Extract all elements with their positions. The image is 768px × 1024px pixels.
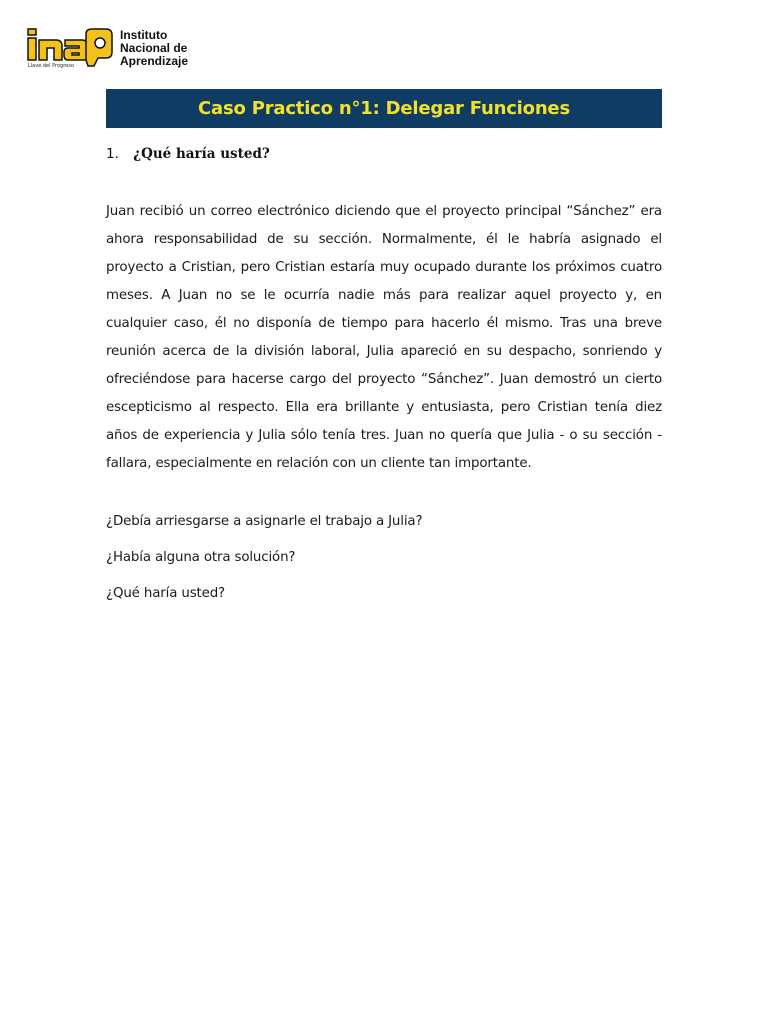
section-number: 1. bbox=[106, 146, 119, 162]
question-list bbox=[106, 508, 662, 616]
question-item: ¿Había alguna otra solución? bbox=[106, 550, 296, 565]
page-title: Caso Practico n°1: Delegar Funciones bbox=[198, 98, 570, 119]
institution-name-line-2: Nacional de bbox=[120, 41, 188, 55]
case-paragraph: Juan recibió un correo electrónico diciendo que el proyecto principal “Sánchez” era ahora responsabilidad de su sección. Normalmente, él le habría asignado el proyecto a Cristian, pero Cristian estaría muy ocupado durante los próximos cuatro meses. A Juan no se le ocurría nadie más para realizar aquel proyecto y, en cualquier caso, él no disponía de tiempo para hacerlo él mismo. Tras una breve reunión acerca de la división laboral, Julia apareció en su despacho, sonriendo y ofreciéndose para hacerse cargo del proyecto “Sánchez”. Juan demostró un cierto escepticismo al respecto. Ella era brillante y entusiasta, pero Cristian tenía diez años de experiencia y Julia sólo tenía tres. Juan no quería que Julia - o su sección - fallara, especialmente en relación con un cliente tan importante. bbox=[106, 204, 662, 471]
section-heading bbox=[106, 146, 270, 162]
title-banner bbox=[106, 89, 662, 128]
section-heading-text: ¿Qué haría usted? bbox=[133, 146, 270, 162]
question-item: ¿Qué haría usted? bbox=[106, 586, 226, 601]
institution-name-line-3: Aprendizaje bbox=[120, 54, 189, 68]
logo-tagline: Llave del Progreso bbox=[28, 63, 74, 69]
institution-name-line-1: Instituto bbox=[120, 28, 168, 42]
institution-name bbox=[120, 29, 188, 68]
case-description bbox=[106, 198, 662, 478]
ina-logo bbox=[26, 26, 202, 76]
question-item: ¿Debía arriesgarse a asignarle el trabajo a Julia? bbox=[106, 514, 423, 529]
